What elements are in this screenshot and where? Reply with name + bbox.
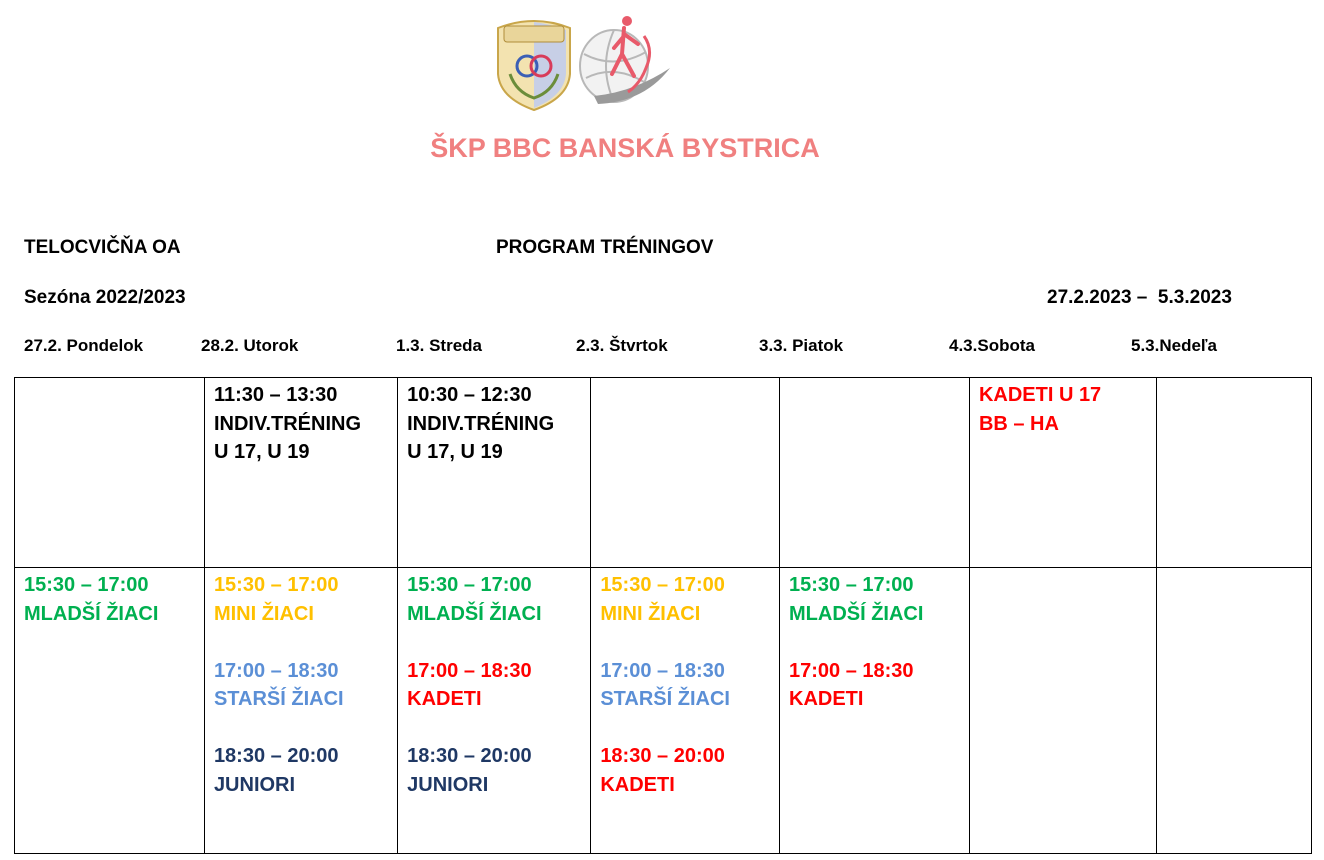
- training-group: MLADŠÍ ŽIACI: [789, 602, 924, 625]
- training-group: MLADŠÍ ŽIACI: [407, 602, 542, 625]
- training-time: 15:30 – 17:00: [24, 574, 149, 596]
- day-header-sun: 5.3.Nedeľa: [1131, 336, 1217, 355]
- venue-label: TELOCVIČŇA OA: [24, 237, 181, 258]
- training-time: 17:00 – 18:30: [789, 659, 914, 682]
- training-block: [600, 657, 771, 714]
- training-time: KADETI U 17: [978, 384, 1102, 406]
- cell-tue-afternoon: [204, 568, 397, 854]
- training-group: MINI ŽIACI: [600, 602, 701, 625]
- training-block: [600, 742, 771, 799]
- training-time: 18:30 – 20:00: [600, 745, 725, 767]
- cell-sat-morning: [969, 378, 1156, 568]
- training-block: [789, 657, 961, 714]
- training-group: BB – HA: [978, 412, 1059, 435]
- training-group: JUNIORI: [407, 773, 489, 796]
- training-time: 11:30 – 13:30: [213, 384, 338, 406]
- training-group: STARŠÍ ŽIACI: [600, 688, 730, 710]
- day-header-fri: 3.3. Piatok: [759, 336, 844, 355]
- training-group: KADETI: [600, 773, 675, 796]
- training-block: [600, 571, 771, 628]
- cell-thu-morning: [591, 378, 780, 568]
- training-group: INDIV.TRÉNING: [407, 412, 555, 435]
- training-block: [979, 381, 1148, 438]
- training-block: [214, 657, 389, 714]
- training-time: 15:30 – 17:00: [789, 574, 914, 596]
- training-block: [214, 571, 389, 628]
- cell-wed-morning: [398, 378, 591, 568]
- cell-fri-morning: [780, 378, 970, 568]
- training-block: [214, 381, 389, 467]
- training-time: 17:00 – 18:30: [213, 659, 339, 682]
- training-time: 15:30 – 17:00: [213, 574, 339, 596]
- training-group: MINI ŽIACI: [213, 602, 314, 625]
- cell-wed-afternoon: [398, 568, 591, 854]
- training-time: 10:30 – 12:30: [407, 384, 532, 406]
- club-logos: [494, 14, 674, 112]
- training-group: MLADŠÍ ŽIACI: [24, 602, 159, 625]
- program-label: PROGRAM TRÉNINGOV: [496, 237, 714, 258]
- training-block: [24, 571, 196, 628]
- training-group: STARŠÍ ŽIACI: [213, 688, 344, 710]
- cell-tue-morning: [204, 378, 397, 568]
- schedule-table: [14, 377, 1312, 854]
- day-header-wed: 1.3. Streda: [396, 336, 482, 355]
- club-title: ŠKP BBC BANSKÁ BYSTRICA: [430, 133, 820, 163]
- club-logo-graphic: [494, 14, 674, 112]
- day-header-mon: 27.2. Pondelok: [24, 336, 144, 355]
- training-block: [789, 571, 961, 628]
- training-time: 17:00 – 18:30: [407, 659, 532, 682]
- training-group: JUNIORI: [213, 773, 296, 796]
- season-label: Sezóna 2022/2023: [24, 287, 186, 308]
- training-block: [407, 571, 582, 628]
- training-group: U 17, U 19: [213, 441, 310, 463]
- training-block: [214, 742, 389, 799]
- training-time: 18:30 – 20:00: [407, 745, 532, 767]
- training-group: KADETI: [789, 688, 864, 710]
- training-block: [407, 657, 582, 714]
- cell-sat-afternoon: [969, 568, 1156, 854]
- training-time: 15:30 – 17:00: [407, 574, 532, 596]
- training-block: [407, 742, 582, 799]
- schedule-row-afternoon: [15, 568, 1312, 854]
- cell-mon-afternoon: [15, 568, 205, 854]
- training-group: U 17, U 19: [407, 441, 503, 463]
- date-range: 27.2.2023 – 5.3.2023: [1047, 287, 1232, 308]
- training-block: [407, 381, 582, 467]
- day-header-tue: 28.2. Utorok: [201, 336, 299, 355]
- cell-thu-afternoon: [591, 568, 780, 854]
- day-header-thu: 2.3. Štvrtok: [576, 336, 668, 355]
- training-time: 18:30 – 20:00: [213, 745, 339, 767]
- training-time: 17:00 – 18:30: [600, 659, 725, 682]
- cell-mon-morning: [15, 378, 205, 568]
- training-group: INDIV.TRÉNING: [213, 412, 361, 435]
- training-time: 15:30 – 17:00: [600, 574, 725, 596]
- cell-sun-afternoon: [1156, 568, 1311, 854]
- cell-fri-afternoon: [780, 568, 970, 854]
- cell-sun-morning: [1156, 378, 1311, 568]
- schedule-row-morning: [15, 378, 1312, 568]
- day-header-sat: 4.3.Sobota: [949, 336, 1035, 355]
- training-group: KADETI: [407, 688, 482, 710]
